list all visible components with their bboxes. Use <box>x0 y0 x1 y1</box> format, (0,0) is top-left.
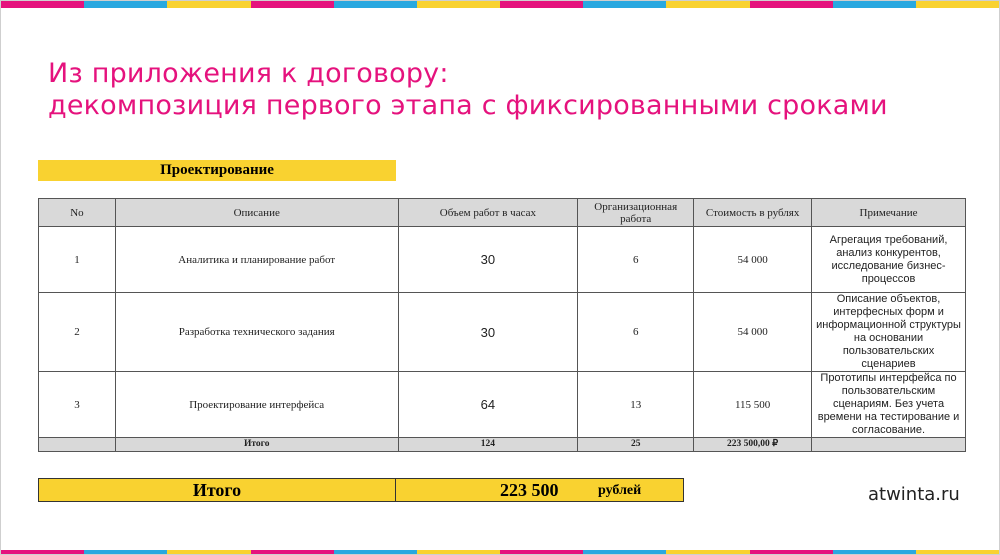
grand-total-value-cell <box>396 479 683 501</box>
stripe-segment <box>833 1 916 8</box>
total-row-hours: 124 <box>398 438 578 452</box>
decomposition-table <box>38 198 966 452</box>
cell-org-work: 6 <box>578 293 694 372</box>
cell-org-work: 13 <box>578 372 694 438</box>
grand-total-bar <box>38 478 684 502</box>
table-row <box>39 372 966 438</box>
stripe-segment <box>750 1 833 8</box>
title-line-2: декомпозиция первого этапа с фиксированными сроками <box>48 90 888 121</box>
header-hours: Объем работ в часах <box>398 199 578 227</box>
grand-total-currency: рублей <box>598 483 642 498</box>
cell-hours: 30 <box>398 227 578 293</box>
table-header-row <box>39 199 966 227</box>
cell-description: Аналитика и планирование работ <box>115 227 398 293</box>
cell-description: Проектирование интерфейса <box>115 372 398 438</box>
header-cost: Стоимость в рублях <box>694 199 812 227</box>
stripe-segment <box>666 1 749 8</box>
slide-title <box>48 58 888 122</box>
bottom-color-stripe <box>1 550 999 554</box>
stripe-segment <box>916 550 999 554</box>
table-row <box>39 293 966 372</box>
top-color-stripe <box>1 1 999 8</box>
stripe-segment <box>833 550 916 554</box>
stripe-segment <box>583 1 666 8</box>
header-description: Описание <box>115 199 398 227</box>
table-total-row <box>39 438 966 452</box>
table-row <box>39 227 966 293</box>
cell-cost: 54 000 <box>694 227 812 293</box>
stripe-segment <box>251 1 334 8</box>
cell-description: Разработка технического задания <box>115 293 398 372</box>
total-row-empty <box>39 438 116 452</box>
header-note: Примечание <box>812 199 966 227</box>
stripe-segment <box>251 550 334 554</box>
cell-no: 1 <box>39 227 116 293</box>
stripe-segment <box>500 1 583 8</box>
stripe-segment <box>417 1 500 8</box>
cell-note: Описание объектов, интерфесных форм и информационной структуры на основании пользовательских сценариев <box>812 293 966 372</box>
cell-note: Прототипы интерфейса по пользовательским сценариям. Без учета времени на тестирование и согласование. <box>812 372 966 438</box>
stripe-segment <box>583 550 666 554</box>
cell-cost: 115 500 <box>694 372 812 438</box>
cell-hours: 64 <box>398 372 578 438</box>
cell-no: 2 <box>39 293 116 372</box>
cell-org-work: 6 <box>578 227 694 293</box>
grand-total-value: 223 500 <box>500 480 559 500</box>
site-url: atwinta.ru <box>868 484 960 505</box>
header-org-work: Организационная работа <box>578 199 694 227</box>
total-row-note-empty <box>812 438 966 452</box>
cell-cost: 54 000 <box>694 293 812 372</box>
stripe-segment <box>334 550 417 554</box>
total-row-org-work: 25 <box>578 438 694 452</box>
header-no: No <box>39 199 116 227</box>
stripe-segment <box>84 550 167 554</box>
title-line-1: Из приложения к договору: <box>48 58 449 89</box>
total-row-cost: 223 500,00 ₽ <box>694 438 812 452</box>
grand-total-label: Итого <box>39 479 396 501</box>
stripe-segment <box>916 1 999 8</box>
total-row-label: Итого <box>115 438 398 452</box>
stripe-segment <box>666 550 749 554</box>
stripe-segment <box>167 550 250 554</box>
cell-note: Агрегация требований, анализ конкурентов, исследование бизнес-процессов <box>812 227 966 293</box>
stripe-segment <box>1 550 84 554</box>
stripe-segment <box>84 1 167 8</box>
section-label: Проектирование <box>38 160 396 181</box>
stripe-segment <box>1 1 84 8</box>
cell-no: 3 <box>39 372 116 438</box>
stripe-segment <box>750 550 833 554</box>
stripe-segment <box>500 550 583 554</box>
stripe-segment <box>417 550 500 554</box>
stripe-segment <box>334 1 417 8</box>
stripe-segment <box>167 1 250 8</box>
cell-hours: 30 <box>398 293 578 372</box>
